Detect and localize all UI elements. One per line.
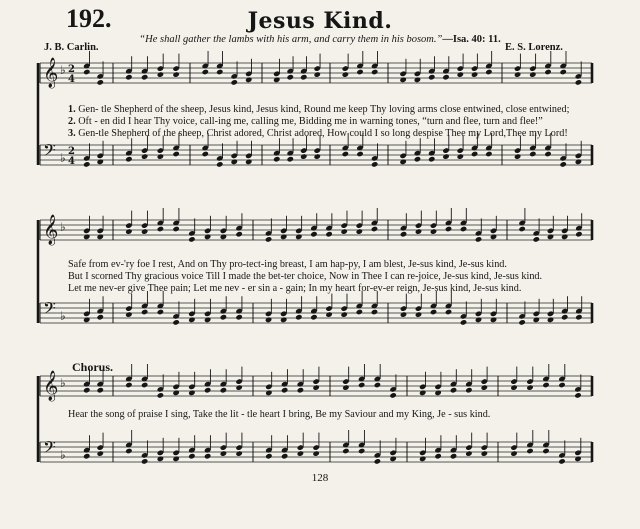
note-head [465, 450, 472, 456]
note-head [297, 450, 304, 456]
note-head [399, 77, 406, 83]
note-head [457, 71, 464, 77]
chorus-label: Chorus. [72, 360, 114, 374]
verse-text: Gen-tle Shepherd of the sheep, Christ adored, Christ adored, How could I so long despise Thee my Lord,Thee my Lord! [78, 128, 568, 139]
note-head [245, 77, 252, 83]
note-head [125, 448, 132, 454]
note-head [235, 314, 242, 320]
note-head [518, 226, 525, 232]
bass-clef: 𝄢 [43, 140, 56, 164]
verse-text: Gen- tle Shepherd of the sheep, Jesus kind, Jesus kind, Round me keep Thy loving arms close entwined, close entwined; [78, 104, 570, 115]
note-head [83, 69, 90, 75]
treble-clef: 𝄞 [43, 371, 59, 401]
note-head [547, 317, 554, 323]
treble-clef: 𝄞 [43, 58, 59, 88]
note-head [204, 317, 211, 323]
note-head [83, 453, 90, 459]
note-head [287, 156, 294, 162]
note-head [125, 311, 132, 317]
note-head [356, 309, 363, 315]
note-head [490, 317, 497, 323]
time-signature-bottom: 4 [68, 74, 75, 85]
note-head [314, 71, 321, 77]
note-head [202, 69, 209, 75]
note-head [172, 71, 179, 77]
note-head [188, 236, 195, 242]
note-head [188, 317, 195, 323]
note-head [374, 458, 381, 464]
note-head [342, 384, 349, 390]
note-head [83, 234, 90, 240]
note-head [125, 74, 132, 80]
note-head [172, 151, 179, 157]
note-head [295, 234, 302, 240]
time-signature-top: 2 [68, 64, 75, 75]
note-head [371, 161, 378, 167]
note-head [575, 79, 582, 85]
note-head [415, 228, 422, 234]
note-head [574, 392, 581, 398]
note-head [575, 231, 582, 237]
note-head [490, 234, 497, 240]
note-head [235, 450, 242, 456]
note-head [442, 153, 449, 159]
note-head [575, 159, 582, 165]
hymn-title: Jesus Kind. [247, 8, 393, 34]
note-head [485, 151, 492, 157]
note-head [141, 309, 148, 315]
note-head [273, 156, 280, 162]
note-head [172, 456, 179, 462]
note-head [204, 234, 211, 240]
note-head [281, 453, 288, 459]
note-head [141, 74, 148, 80]
note-head [220, 387, 227, 393]
note-head [125, 156, 132, 162]
note-head [389, 392, 396, 398]
note-head [419, 390, 426, 396]
note-head [83, 317, 90, 323]
note-head [481, 450, 488, 456]
note-head [371, 226, 378, 232]
note-head [265, 317, 272, 323]
note-head [265, 236, 272, 242]
note-head [400, 231, 407, 237]
epigraph-text: “He shall gather the lambs with his arm, and carry them in his bosom.” [139, 34, 443, 45]
note-head [342, 71, 349, 77]
note-head [485, 69, 492, 75]
note-head [312, 450, 319, 456]
note-head [340, 228, 347, 234]
note-head [172, 226, 179, 232]
note-head [97, 159, 104, 165]
note-head [510, 450, 517, 456]
note-head [533, 236, 540, 242]
note-head [514, 71, 521, 77]
note-head [231, 79, 238, 85]
note-head [358, 382, 365, 388]
note-head [97, 79, 104, 85]
flat-sign: ♭ [60, 309, 66, 323]
note-head [450, 453, 457, 459]
note-head [542, 448, 549, 454]
note-head [188, 453, 195, 459]
note-head [430, 228, 437, 234]
note-head [157, 456, 164, 462]
note-head [216, 161, 223, 167]
note-head [265, 453, 272, 459]
note-head [157, 309, 164, 315]
verse-3-line [68, 128, 568, 139]
note-head [300, 153, 307, 159]
note-head [97, 234, 104, 240]
note-head [220, 234, 227, 240]
verse-number: 2. [68, 116, 76, 127]
note-head [157, 392, 164, 398]
note-head [481, 384, 488, 390]
epigraph-reference: —Isa. 40: 11. [442, 34, 501, 45]
note-head [526, 448, 533, 454]
note-head [475, 236, 482, 242]
note-head [157, 153, 164, 159]
note-head [428, 156, 435, 162]
note-head [574, 456, 581, 462]
note-head [342, 448, 349, 454]
note-head [434, 453, 441, 459]
note-head [356, 69, 363, 75]
note-head [544, 69, 551, 75]
note-head [430, 309, 437, 315]
note-head [475, 317, 482, 323]
note-head [471, 71, 478, 77]
note-head [220, 450, 227, 456]
note-head [561, 234, 568, 240]
note-head [371, 309, 378, 315]
note-head [558, 382, 565, 388]
note-head [281, 387, 288, 393]
note-head [157, 226, 164, 232]
flat-sign: ♭ [60, 63, 66, 77]
note-head [510, 384, 517, 390]
note-head [340, 311, 347, 317]
note-head [544, 151, 551, 157]
note-head [529, 71, 536, 77]
note-head [141, 153, 148, 159]
note-head [125, 382, 132, 388]
note-head [374, 382, 381, 388]
verse-3-continuation: Let me nev-er give Thee pain; Let me nev - er sin a - gain; In my heart for-ev-er reign, Je-sus kind, Je-sus kind. [68, 283, 522, 294]
flat-sign: ♭ [60, 220, 66, 234]
note-head [547, 234, 554, 240]
note-head [414, 77, 421, 83]
note-head [518, 319, 525, 325]
note-head [414, 156, 421, 162]
note-head [297, 387, 304, 393]
note-head [231, 159, 238, 165]
note-head [526, 384, 533, 390]
note-head [542, 382, 549, 388]
chorus-text: Hear the song of praise I sing, Take the lit - tle heart I bring, Be my Saviour and my King, Je - sus kind. [68, 409, 491, 420]
time-signature-top: 2 [68, 146, 75, 157]
note-head [300, 74, 307, 80]
note-head [561, 314, 568, 320]
note-head [235, 231, 242, 237]
lyricist-credit: J. B. Carlin. [44, 42, 99, 53]
bass-clef: 𝄢 [43, 437, 56, 461]
note-head [428, 74, 435, 80]
note-head [141, 228, 148, 234]
note-head [400, 311, 407, 317]
note-head [280, 234, 287, 240]
verse-number: 3. [68, 128, 76, 139]
page-number: 128 [311, 472, 329, 484]
note-head [235, 384, 242, 390]
note-head [125, 228, 132, 234]
note-head [342, 151, 349, 157]
verse-2-continuation: But I scorned Thy gracious voice Till I made the bet-ter choice, Now in Thee I can re-joice, Je-sus kind, Je-sus kind. [68, 271, 543, 282]
note-head [141, 458, 148, 464]
note-head [445, 309, 452, 315]
verse-1-line [68, 104, 569, 115]
note-head [471, 151, 478, 157]
verse-number: 1. [68, 104, 76, 115]
note-head [356, 151, 363, 157]
note-head [312, 384, 319, 390]
note-head [204, 453, 211, 459]
note-head [287, 74, 294, 80]
note-head [83, 387, 90, 393]
note-head [533, 317, 540, 323]
note-head [560, 161, 567, 167]
note-head [514, 153, 521, 159]
composer-credit: E. S. Lorenz. [505, 42, 563, 53]
note-head [295, 314, 302, 320]
note-head [314, 153, 321, 159]
note-head [356, 228, 363, 234]
note-head [273, 77, 280, 83]
note-head [529, 151, 536, 157]
verse-text: Oft - en did I hear Thy voice, call-ing me, calling me, Bidding me in warning tones, “turn and flee, turn and flee!” [78, 116, 543, 127]
note-head [310, 314, 317, 320]
note-head [265, 390, 272, 396]
note-head [157, 71, 164, 77]
note-head [434, 390, 441, 396]
note-head [445, 226, 452, 232]
note-head [204, 387, 211, 393]
note-head [188, 390, 195, 396]
note-head [465, 387, 472, 393]
note-head [172, 319, 179, 325]
note-head [141, 382, 148, 388]
note-head [310, 231, 317, 237]
note-head [358, 448, 365, 454]
note-head [460, 319, 467, 325]
flat-sign: ♭ [60, 376, 66, 390]
note-head [560, 69, 567, 75]
note-head [245, 159, 252, 165]
note-head [97, 450, 104, 456]
note-head [97, 314, 104, 320]
note-head [280, 317, 287, 323]
note-head [325, 231, 332, 237]
note-head [450, 387, 457, 393]
flat-sign: ♭ [60, 151, 66, 165]
treble-clef: 𝄞 [43, 215, 59, 245]
note-head [415, 311, 422, 317]
note-head [558, 458, 565, 464]
note-head [371, 69, 378, 75]
time-signature-bottom: 4 [68, 156, 75, 167]
note-head [172, 390, 179, 396]
note-head [220, 314, 227, 320]
verse-1-continuation: Safe from ev-'ry foe I rest, And on Thy pro-tect-ing breast, I am hap-py, I am blest, Je-sus kind, Je-sus kind. [68, 259, 507, 270]
hymn-number: 192. [66, 4, 112, 33]
note-head [399, 159, 406, 165]
note-head [325, 311, 332, 317]
note-head [389, 456, 396, 462]
note-head [216, 69, 223, 75]
verse-2-line [68, 116, 543, 127]
note-head [419, 456, 426, 462]
note-head [442, 74, 449, 80]
bass-clef: 𝄢 [43, 298, 56, 322]
note-head [202, 151, 209, 157]
note-head [457, 153, 464, 159]
note-head [97, 387, 104, 393]
note-head [460, 226, 467, 232]
flat-sign: ♭ [60, 448, 66, 462]
note-head [83, 161, 90, 167]
note-head [575, 314, 582, 320]
